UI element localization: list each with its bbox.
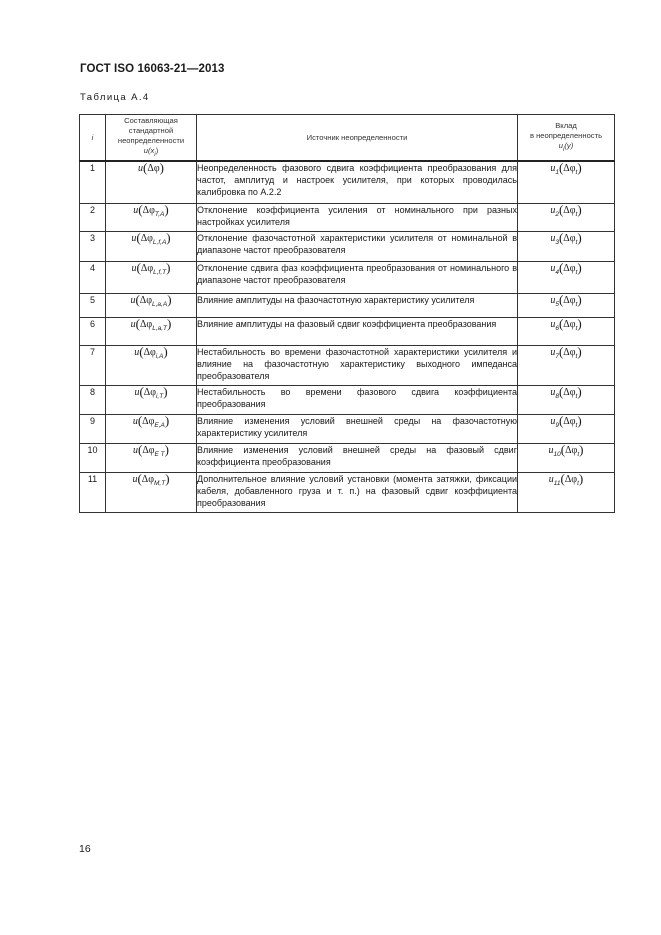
row-contribution-symbol: $u_{11}(\Delta\varphi_t)$ (518, 472, 615, 512)
row-component-symbol: $u(\Delta\varphi_{M,T})$ (106, 472, 197, 512)
row-source-description: Отклонение сдвига фаз коэффициента преобразования от номинального в диапазоне частот преобразователя (197, 261, 518, 293)
row-component-symbol: $u(\Delta\varphi_{T,A})$ (106, 203, 197, 231)
header-source: Источник неопределенности (197, 115, 518, 162)
row-component-symbol: $u(\Delta\varphi_{E T})$ (106, 443, 197, 472)
header-contribution (518, 115, 615, 162)
row-source-description: Дополнительное влияние условий установки (момента затяжки, фиксации кабеля, добавленного груза и т. п.) на фазовый сдвиг коэффициента преобразования (197, 472, 518, 512)
row-index: 8 (80, 385, 106, 414)
row-component-symbol: $u(\Delta\varphi_{i,A})$ (106, 345, 197, 385)
row-contribution-symbol: $u_8(\Delta\varphi_t)$ (518, 385, 615, 414)
table-row (80, 161, 615, 203)
row-source-description: Отклонение фазочастотной характеристики усилителя от номинальной в диапазоне частот преобразователя (197, 231, 518, 261)
row-source-description: Неопределенность фазового сдвига коэффициента преобразования для частот, амплитуд и настроек усилителя, при которых проводилась калибровка по А.2.2 (197, 161, 518, 203)
table-row (80, 345, 615, 385)
table-caption: Таблица А.4 (80, 92, 150, 103)
row-component-symbol: $u(\Delta\varphi_{E,A})$ (106, 414, 197, 443)
header-component-symbol: u(xi) (143, 145, 159, 158)
table-row (80, 261, 615, 293)
row-source-description: Влияние изменения условий внешней среды на фазовый сдвиг коэффициента преобразования (197, 443, 518, 472)
table-row (80, 385, 615, 414)
row-contribution-symbol: $u_4(\Delta\varphi_t)$ (518, 261, 615, 293)
table-row (80, 472, 615, 512)
uncertainty-table (79, 114, 615, 513)
row-index: 10 (80, 443, 106, 472)
row-contribution-symbol: $u_1(\Delta\varphi_t)$ (518, 161, 615, 203)
header-contrib-symbol: ui(y) (558, 140, 574, 153)
row-index: 7 (80, 345, 106, 385)
row-contribution-symbol: $u_3(\Delta\varphi_t)$ (518, 231, 615, 261)
row-contribution-symbol: $u_5(\Delta\varphi_t)$ (518, 293, 615, 317)
header-component-line: стандартной (128, 125, 174, 135)
table-row (80, 414, 615, 443)
row-component-symbol: $u(\Delta\varphi_{L,f,T})$ (106, 261, 197, 293)
header-contrib-line: Вклад (555, 120, 577, 130)
row-contribution-symbol: $u_{10}(\Delta\varphi_t)$ (518, 443, 615, 472)
table-row (80, 231, 615, 261)
row-index: 1 (80, 161, 106, 203)
row-contribution-symbol: $u_6(\Delta\varphi_t)$ (518, 317, 615, 345)
table-body (80, 161, 615, 512)
table-row (80, 443, 615, 472)
row-index: 11 (80, 472, 106, 512)
page-number: 16 (79, 843, 91, 855)
header-index: i (80, 115, 106, 162)
table-row (80, 203, 615, 231)
header-component (106, 115, 197, 162)
row-index: 5 (80, 293, 106, 317)
row-source-description: Влияние амплитуды на фазовый сдвиг коэффициента преобразования (197, 317, 518, 345)
header-contrib-line: в неопределенность (529, 130, 603, 140)
row-component-symbol: $u(\Delta\varphi_{L,f,A})$ (106, 231, 197, 261)
header-component-line: Составляющая (124, 115, 178, 125)
table-row (80, 293, 615, 317)
header-component-line: неопределенности (117, 135, 185, 145)
row-contribution-symbol: $u_7(\Delta\varphi_t)$ (518, 345, 615, 385)
table-row (80, 317, 615, 345)
row-source-description: Отклонение коэффициента усиления от номинального при разных настройках усилителя (197, 203, 518, 231)
row-index: 6 (80, 317, 106, 345)
row-component-symbol: u(Δφ) (106, 161, 197, 203)
row-component-symbol: $u(\Delta\varphi_{L,a,A})$ (106, 293, 197, 317)
row-component-symbol: $u(\Delta\varphi_{i,T})$ (106, 385, 197, 414)
row-index: 3 (80, 231, 106, 261)
row-index: 9 (80, 414, 106, 443)
row-index: 2 (80, 203, 106, 231)
row-contribution-symbol: $u_2(\Delta\varphi_t)$ (518, 203, 615, 231)
row-contribution-symbol: $u_9(\Delta\varphi_t)$ (518, 414, 615, 443)
row-source-description: Нестабильность во времени фазового сдвига коэффициента преобразования (197, 385, 518, 414)
row-source-description: Нестабильность во времени фазочастотной характеристики усилителя и влияние на фазочастотную характеристику выходного импеданса преобразователя (197, 345, 518, 385)
row-source-description: Влияние амплитуды на фазочастотную характеристику усилителя (197, 293, 518, 317)
row-component-symbol: $u(\Delta\varphi_{L,a,T})$ (106, 317, 197, 345)
row-index: 4 (80, 261, 106, 293)
table-header-row (80, 115, 615, 162)
document-header: ГОСТ ISO 16063-21—2013 (80, 63, 225, 75)
row-source-description: Влияние изменения условий внешней среды на фазочастотную характеристику усилителя (197, 414, 518, 443)
